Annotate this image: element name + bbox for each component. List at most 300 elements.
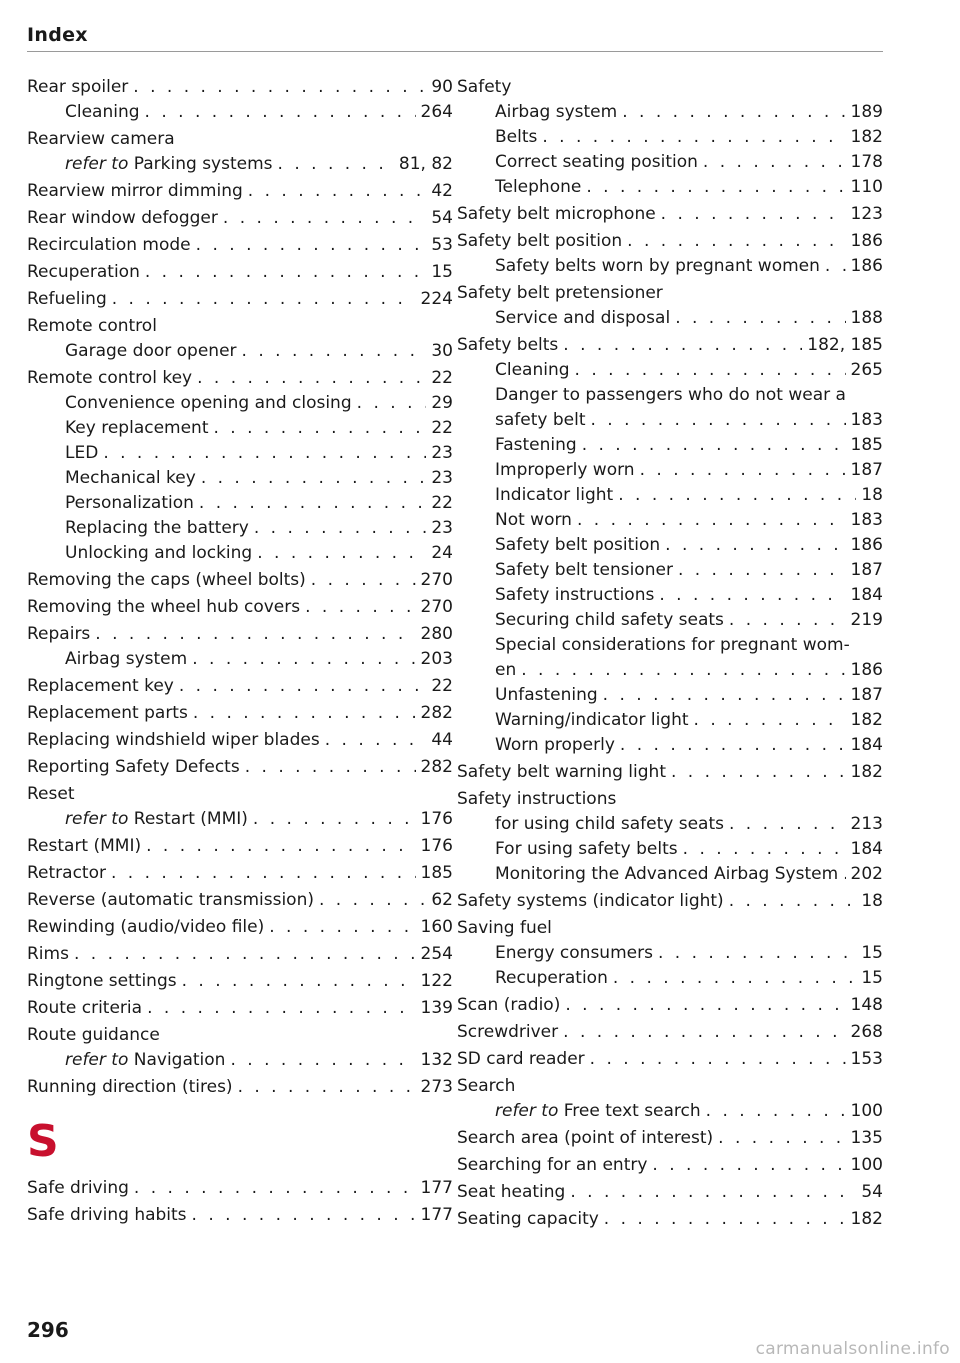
index-column-right [457,75,883,1232]
index-entry-page: 187 [850,460,883,480]
dot-leader [542,125,845,150]
index-entry-label [457,916,552,941]
index-entry [457,993,883,1018]
index-entry-text: Rearview camera [27,129,175,149]
index-entry [27,728,453,753]
index-entry-label [495,358,570,383]
index-entry-label [27,1023,160,1048]
index-entry-text: Seating capacity [457,1209,599,1229]
index-entry [457,583,883,608]
dot-leader [659,583,845,608]
index-entry-label [27,674,174,699]
index-entry-text: Replacing windshield wiper blades [27,730,320,750]
index-entry-label [495,862,838,887]
index-entry-page: 132 [420,1050,453,1070]
index-entry-text: Safety belt warning light [457,762,666,782]
index-entry [27,674,453,699]
index-entry-label [65,466,196,491]
index-entry-page: 213 [850,814,883,834]
dot-leader [613,966,857,991]
index-entry [27,541,453,566]
index-entry [457,683,883,708]
index-entry [27,1023,453,1048]
dot-leader [193,701,416,726]
index-entry-label [27,728,320,753]
index-entry-text: LED [65,443,99,463]
index-entry-text: Rearview mirror dimming [27,181,243,201]
index-entry [457,175,883,200]
index-entry [457,433,883,458]
index-entry-text: Mechanical key [65,468,196,488]
index-entry-text: Safety belt tensioner [495,560,673,580]
index-entry-page: 100 [850,1101,883,1121]
dot-leader [278,152,394,177]
index-entry-page: 273 [420,1077,453,1097]
index-entry-label [27,314,157,339]
index-entry [27,1075,453,1100]
index-entry-page: 188 [850,308,883,328]
index-entry-label [27,861,106,886]
index-entry-page: 185 [850,435,883,455]
index-entry-text: Recirculation mode [27,235,191,255]
index-entry [27,996,453,1021]
index-entry-text: Unlocking and locking [65,543,253,563]
index-entry-label [27,366,192,391]
index-entry-text: Garage door opener [65,341,237,361]
index-entry [457,1047,883,1072]
index-entry-page: 15 [431,262,453,282]
cross-reference-prefix: refer to [65,154,129,174]
index-entry-label [27,233,191,258]
index-entry-page: 54 [861,1182,883,1202]
index-entry-page: 187 [850,560,883,580]
index-entry-label [27,595,300,620]
index-entry [457,306,883,331]
index-entry-label [27,1075,233,1100]
dot-leader [182,969,416,994]
dot-leader [658,941,856,966]
index-entry-label [495,254,820,279]
index-entry [27,339,453,364]
index-entry-text: Securing child safety seats [495,610,724,630]
index-entry-label [495,408,586,433]
index-entry-page: 22 [431,676,453,696]
index-entry-label [495,558,673,583]
index-entry-label [457,889,724,914]
dot-leader [718,1126,845,1151]
dot-leader [230,1048,415,1073]
index-entry-label [65,100,140,125]
index-entry-label [27,701,188,726]
index-entry [27,755,453,780]
dot-leader [618,483,856,508]
index-entry [27,701,453,726]
dot-leader [675,306,845,331]
index-entry-label [495,966,608,991]
dot-leader [254,516,427,541]
index-entry-label [27,755,240,780]
index-entry [457,1074,883,1099]
index-entry-label [457,1180,565,1205]
dot-leader [565,993,845,1018]
index-entry [27,466,453,491]
index-entry-label [495,483,613,508]
index-entry-text: Restart (MMI) [133,809,248,829]
dot-leader [201,466,427,491]
index-entry-label [27,888,314,913]
index-entry-page: 148 [850,995,883,1015]
index-entry-label [457,760,666,785]
index-entry [457,358,883,383]
index-entry-page: 280 [420,624,453,644]
index-entry [457,1099,883,1124]
index-entry [27,152,453,177]
index-entry-label [27,834,141,859]
index-entry-text: Rewinding (audio/video file) [27,917,265,937]
index-entry-page: 177 [420,1178,453,1198]
index-entry-page: 224 [420,289,453,309]
index-entry-page: 44 [431,730,453,750]
index-entry-label [457,1020,558,1045]
dot-leader [112,287,416,312]
index-entry [457,1207,883,1232]
index-entry-label [27,179,243,204]
index-entry [457,458,883,483]
index-entry-text: Belts [495,127,538,147]
index-entry-page: 22 [431,368,453,388]
index-entry-text: Scan (radio) [457,995,561,1015]
page-number: 296 [27,1318,69,1342]
index-entry-label [457,1207,599,1232]
index-entry [27,416,453,441]
index-entry [27,314,453,339]
dot-leader [586,175,845,200]
index-entry-page: 100 [850,1155,883,1175]
dot-leader [678,558,846,583]
index-entry [457,760,883,785]
index-entry-text: Navigation [133,1050,226,1070]
page-header-title: Index [27,24,88,46]
index-entry [27,260,453,285]
index-entry [27,1203,453,1228]
index-entry-text: for using child safety seats [495,814,724,834]
index-entry-text: Removing the caps (wheel bolts) [27,570,306,590]
index-entry-text: Safety belts [457,335,559,355]
index-entry-text: Fastening [495,435,577,455]
index-entry-text: Reverse (automatic transmission) [27,890,314,910]
index-entry-text: en [495,660,517,680]
index-entry [27,206,453,231]
index-entry-page: 110 [850,177,883,197]
index-entry-text: Not worn [495,510,572,530]
index-entry-page: 62 [431,890,453,910]
index-entry-text: Service and disposal [495,308,671,328]
index-entry-page: 186 [850,256,883,276]
index-entry-list-left [27,75,453,1100]
index-entry [457,1153,883,1178]
index-entry-label [65,541,252,566]
index-entry-page: 184 [850,585,883,605]
section-letter: S [27,1116,59,1167]
index-entry-text: Searching for an entry [457,1155,648,1175]
index-entry-page: 176 [420,809,453,829]
index-entry-label [65,491,194,516]
index-entry-label [495,433,577,458]
dot-leader [729,812,846,837]
index-entry-page: 178 [850,152,883,172]
index-entry [457,150,883,175]
index-entry-label [457,993,560,1018]
index-entry-text: Parking systems [133,154,273,174]
index-entry-page: 22 [431,418,453,438]
index-entry [27,1176,453,1201]
index-entry-label [65,1048,225,1073]
index-entry-page: 15 [861,968,883,988]
index-entry [27,441,453,466]
index-entry [457,408,883,433]
index-entry [457,1020,883,1045]
index-entry-text: Replacement parts [27,703,188,723]
index-entry [27,969,453,994]
dot-leader [196,233,427,258]
index-entry [457,608,883,633]
index-entry-page: 81, 82 [398,154,453,174]
index-entry-text: Safety belt microphone [457,204,656,224]
index-entry-text: Removing the wheel hub covers [27,597,301,617]
index-entry-page: 153 [850,1049,883,1069]
watermark: carmanualsonline.info [755,1339,950,1359]
dot-leader [591,408,846,433]
index-entry [27,888,453,913]
index-entry-label [27,1176,129,1201]
index-entry-label [27,782,75,807]
index-entry-text: Route guidance [27,1025,160,1045]
index-entry-label [27,942,69,967]
index-entry-label [495,708,689,733]
dot-leader [620,733,846,758]
cross-reference-prefix: refer to [495,1101,559,1121]
index-entry [27,179,453,204]
index-entry-text: Safety instructions [495,585,655,605]
index-entry-label [457,1153,647,1178]
index-entry-label [495,1099,701,1124]
dot-leader [665,533,845,558]
index-column-left [27,75,453,1228]
dot-leader [257,541,426,566]
index-entry [457,658,883,683]
index-entry [27,391,453,416]
index-entry-label [65,416,209,441]
index-entry-page: 183 [850,510,883,530]
index-entry-text: Safety belt pretensioner [457,283,663,303]
index-entry-label [495,383,846,408]
dot-leader [825,254,846,279]
index-entry [27,100,453,125]
index-entry [27,1048,453,1073]
dot-leader [575,358,846,383]
index-entry-text: For using safety belts [495,839,678,859]
index-entry [457,483,883,508]
index-entry [27,782,453,807]
index-entry-label [495,125,537,150]
index-entry-label [27,1203,187,1228]
index-entry-label [495,812,724,837]
index-entry-text: Restart (MMI) [27,836,142,856]
index-entry [27,568,453,593]
index-entry-text: Safety systems (indicator light) [457,891,724,911]
index-entry-label [27,287,107,312]
index-entry-page: 202 [850,864,883,884]
index-entry-page: 265 [850,360,883,380]
index-entry-text: Safety instructions [457,789,617,809]
index-entry-text: Replacement key [27,676,174,696]
index-entry [27,807,453,832]
dot-leader [95,622,415,647]
index-entry [457,254,883,279]
index-entry-text: Improperly worn [495,460,635,480]
index-entry-text: Search area (point of interest) [457,1128,714,1148]
index-entry-label [495,633,850,658]
dot-leader [248,179,427,204]
index-entry [457,100,883,125]
index-entry-text: Free text search [563,1101,701,1121]
index-entry [457,733,883,758]
index-entry [457,633,883,658]
index-entry-text: Telephone [495,177,582,197]
index-entry-page: 23 [431,468,453,488]
dot-leader [145,100,416,125]
index-entry-text: Screwdriver [457,1022,559,1042]
index-entry-text: Danger to passengers who do not wear a [495,385,846,405]
index-entry [457,787,883,812]
index-entry [27,861,453,886]
index-entry-page: 184 [850,735,883,755]
dot-leader [214,416,427,441]
index-entry-page: 24 [431,543,453,563]
dot-leader [729,889,857,914]
index-entry-page: 186 [850,535,883,555]
dot-leader [843,862,845,887]
index-entry [27,595,453,620]
index-entry-page: 282 [420,757,453,777]
index-entry-text: Unfastening [495,685,598,705]
index-entry-text: Personalization [65,493,194,513]
index-entry-page: 18 [861,891,883,911]
dot-leader [622,100,845,125]
index-entry-label [495,175,581,200]
index-entry-text: Running direction (tires) [27,1077,233,1097]
index-entry [457,1126,883,1151]
index-entry-label [495,458,635,483]
index-entry-text: Route criteria [27,998,143,1018]
index-entry-label [457,75,511,100]
index-entry-page: 268 [850,1022,883,1042]
index-entry-label [65,391,352,416]
index-entry-label [495,733,615,758]
index-entry-label [457,1074,515,1099]
dot-leader [223,206,426,231]
index-entry-label [495,533,660,558]
index-entry-label [495,608,724,633]
index-entry [457,125,883,150]
dot-leader [325,728,427,753]
index-entry [457,708,883,733]
index-entry-label [65,807,248,832]
index-entry [457,202,883,227]
dot-leader [604,1207,846,1232]
index-entry-text: Safety belt position [495,535,661,555]
dot-leader [319,888,426,913]
index-entry-page: 219 [850,610,883,630]
index-entry [27,127,453,152]
index-entry-page: 176 [420,836,453,856]
dot-leader [521,658,845,683]
index-entry-page: 270 [420,597,453,617]
dot-leader [269,915,415,940]
index-entry-text: Ringtone settings [27,971,177,991]
index-entry-page: 160 [420,917,453,937]
index-entry [457,281,883,306]
index-entry [457,533,883,558]
index-entry-text: Safety belt position [457,231,623,251]
index-entry-label [27,622,90,647]
index-entry-label [27,996,142,1021]
index-entry-text: Seat heating [457,1182,566,1202]
dot-leader [103,441,426,466]
index-entry-label [27,206,218,231]
dot-leader [111,861,416,886]
index-entry-text: Special considerations for pregnant wom- [495,635,850,655]
index-entry [457,812,883,837]
index-entry-label [457,1126,713,1151]
dot-leader [357,391,427,416]
index-entry-text: Cleaning [495,360,570,380]
index-entry-label [457,229,622,254]
index-entry-text: Retractor [27,863,106,883]
dot-leader [197,366,426,391]
index-entry-text: Cleaning [65,102,140,122]
index-entry-page: 182 [850,127,883,147]
index-entry-page: 30 [431,341,453,361]
index-entry [27,516,453,541]
dot-leader [147,996,415,1021]
index-entry-label [65,516,249,541]
index-entry-label [495,837,678,862]
index-entry-label [65,647,187,672]
index-entry-page: 123 [850,204,883,224]
dot-leader [238,1075,416,1100]
index-entry-page: 203 [420,649,453,669]
index-entry-label [495,150,698,175]
index-entry-label [27,915,264,940]
dot-leader [683,837,846,862]
dot-leader [627,229,845,254]
index-entry-text: Reporting Safety Defects [27,757,240,777]
index-entry [27,942,453,967]
index-entry-label [457,787,616,812]
index-entry-text: SD card reader [457,1049,585,1069]
index-entry-page: 122 [420,971,453,991]
dot-leader [242,339,427,364]
index-entry [457,837,883,862]
index-entry-page: 15 [861,943,883,963]
index-entry-text: Safe driving habits [27,1205,187,1225]
dot-leader [245,755,416,780]
index-entry-label [495,658,516,683]
index-entry-page: 184 [850,839,883,859]
index-entry-text: Worn properly [495,735,615,755]
index-entry [457,333,883,358]
